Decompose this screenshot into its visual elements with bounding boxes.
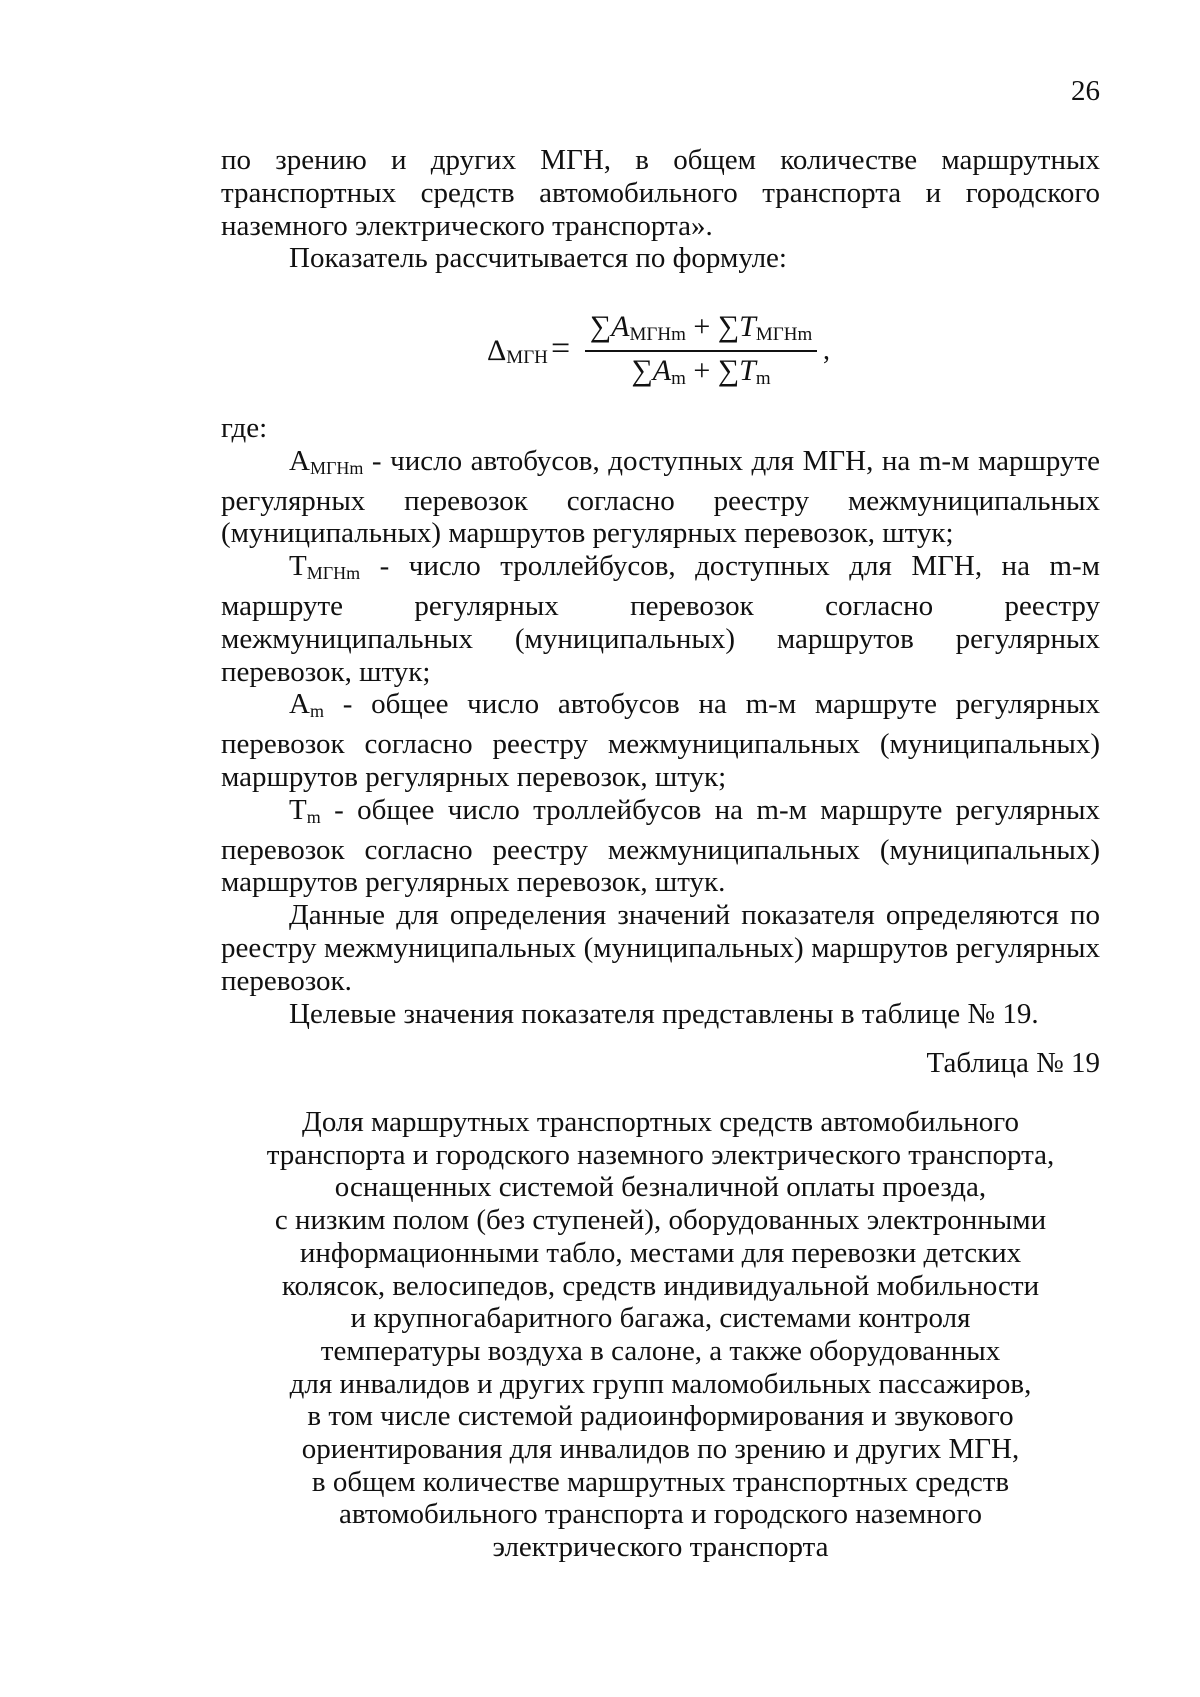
formula-delta: Δ [487, 334, 507, 367]
table-title-line: Доля маршрутных транспортных средств автомобильного [302, 1106, 1019, 1138]
table-title-line: температуры воздуха в салоне, а также оборудованных [320, 1334, 1001, 1367]
definition-symbol: Т [289, 793, 307, 826]
formula-intro: Показатель рассчитывается по формуле: [289, 242, 787, 275]
sum-sign: ∑ [717, 354, 740, 387]
formula-numerator [585, 309, 817, 353]
intro-paragraph: по зрению и других МГН, в общем количестве маршрутных транспортных средств автомобильного транспорта и городского наземного электрического транспорта». [221, 144, 1100, 242]
definition-sub: МГНm [306, 563, 361, 584]
table-title-line: автомобильного транспорта и городского наземного [339, 1498, 982, 1531]
formula-denominator [585, 353, 817, 397]
fraction-bar [585, 350, 817, 352]
table-title-line: в общем количестве маршрутных транспортных средств [311, 1465, 1010, 1498]
plus-sign: + [693, 310, 711, 343]
table-title-line: для инвалидов и других групп маломобильных пассажиров, [289, 1367, 1032, 1400]
table-title-line: транспорта и городского наземного электрического транспорта, [266, 1138, 1055, 1171]
formula-lhs [487, 331, 548, 378]
definition-a-m [221, 688, 1100, 793]
table-title-line: ориентирования для инвалидов по зрению и других МГН, [301, 1433, 1020, 1466]
table-label: Таблица № 19 [926, 1047, 1100, 1079]
where-label: где: [221, 412, 268, 444]
definition-a-mgn [221, 445, 1100, 550]
targets-note: Целевые значения показателя представлены в таблице № 19. [289, 997, 1039, 1030]
sum-sign: ∑ [589, 310, 612, 343]
formula-var: T [739, 354, 756, 387]
table-title-line: с низким полом (без ступеней), оборудованных электронными [274, 1204, 1047, 1237]
definition-text: - число автобусов, доступных для МГН, на m-м маршруте регулярных перевозок согласно реестру межмуниципальных (муниципальных) маршрутов регулярных перевозок, штук; [221, 444, 1100, 550]
definition-sub: m [309, 701, 324, 722]
definition-t-mgn [221, 550, 1100, 688]
table-title [221, 1106, 1100, 1564]
table-title-line: и крупногабаритного багажа, системами контроля [350, 1302, 971, 1335]
definition-t-m [221, 794, 1100, 899]
table-title-line: колясок, велосипедов, средств индивидуальной мобильности [281, 1269, 1040, 1302]
plus-sign: + [693, 354, 711, 387]
table-title-line: оснащенных системой безналичной оплаты проезда, [334, 1171, 987, 1204]
formula-fraction [585, 307, 817, 393]
formula-var: A [611, 310, 630, 343]
definition-sub: МГНm [309, 457, 364, 478]
formula-sub: m [671, 368, 686, 389]
definition-text: - общее число автобусов на m-м маршруте регулярных перевозок согласно реестру межмуниципальных (муниципальных) маршрутов регулярных перевозок, штук; [221, 688, 1100, 793]
formula [487, 307, 847, 393]
formula-comma: , [823, 335, 830, 366]
formula-var: A [652, 354, 672, 387]
sum-sign: ∑ [717, 310, 740, 343]
table-title-line: электрического транспорта [492, 1531, 829, 1564]
formula-equals: = [551, 330, 571, 367]
data-source-paragraph: Данные для определения значений показателя определяются по реестру межмуниципальных (муниципальных) маршрутов регулярных перевозок. [221, 899, 1100, 997]
formula-var: T [739, 310, 756, 343]
page-number: 26 [1071, 75, 1100, 107]
definition-symbol: А [289, 688, 310, 721]
sum-sign: ∑ [631, 354, 653, 387]
formula-lhs-sub: МГН [506, 347, 548, 368]
intro-block [221, 144, 1100, 275]
definition-text: - число троллейбусов, доступных для МГН, на m-м маршруте регулярных перевозок согласно реестру межмуниципальных (муниципальных) маршрутов регулярных перевозок, штук; [221, 550, 1100, 688]
definition-sub: m [306, 806, 321, 827]
definition-text: - общее число троллейбусов на m-м маршруте регулярных перевозок согласно реестру межмуниципальных (муниципальных) маршрутов регулярных перевозок, штук. [221, 793, 1100, 899]
formula-sub: m [755, 368, 771, 389]
definitions-block [221, 412, 1100, 1030]
formula-sub: МГНm [629, 324, 686, 345]
table-title-line: в том числе системой радиоинформирования и звукового [307, 1400, 1014, 1433]
definition-symbol: Т [289, 550, 307, 583]
formula-sub: МГНm [755, 324, 813, 345]
table-title-line: информационными табло, местами для перевозки детских [299, 1236, 1022, 1269]
definition-symbol: А [289, 444, 310, 477]
